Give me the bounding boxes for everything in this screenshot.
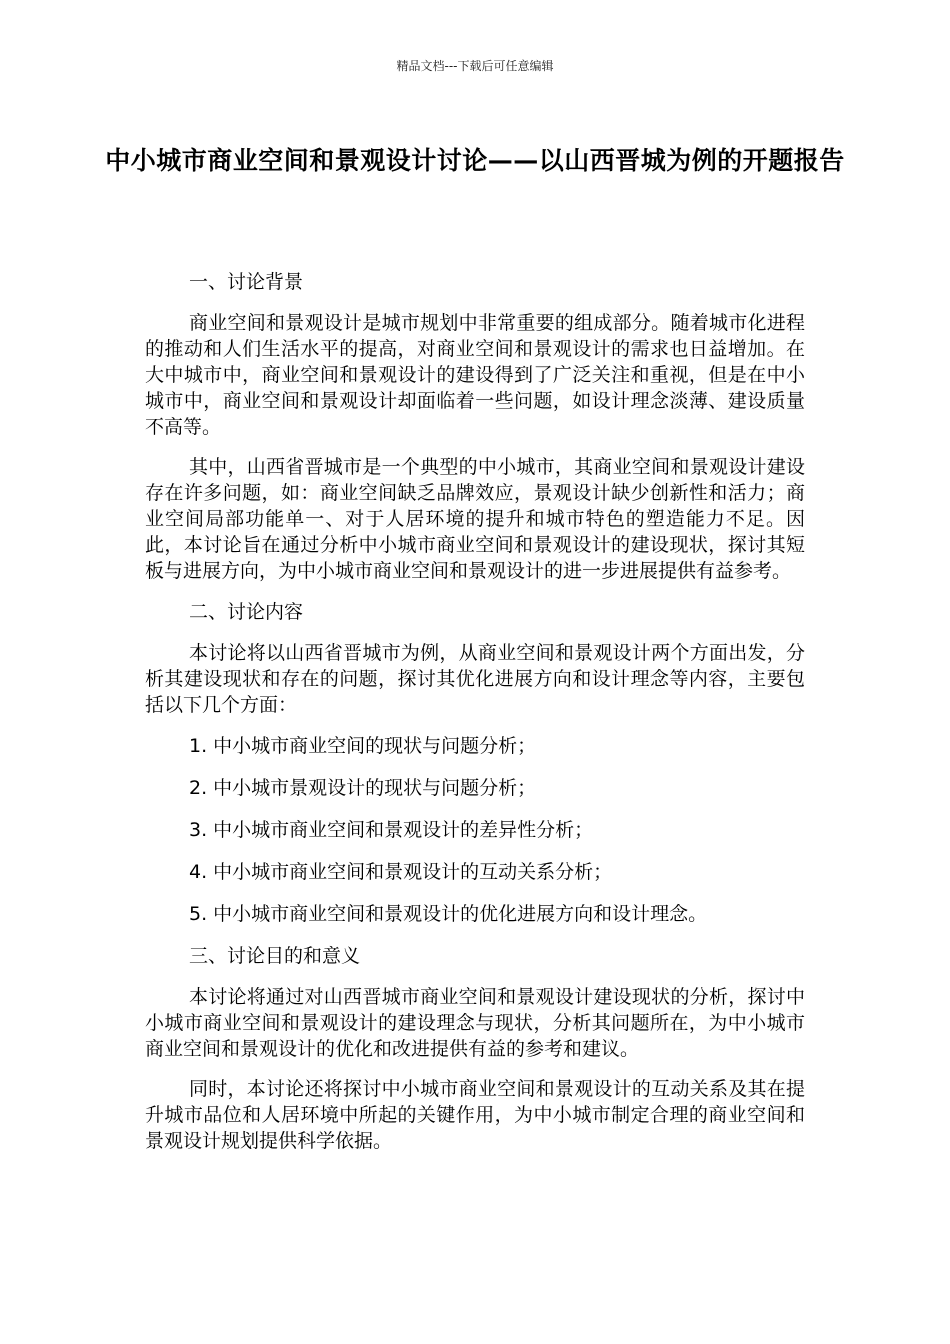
header-note: 精品文档---下载后可任意编辑 xyxy=(396,59,554,73)
section-heading-purpose: 三、讨论目的和意义 xyxy=(189,945,361,967)
list-item: 2. 中小城市景观设计的现状与问题分析； xyxy=(189,777,537,799)
list-item: 3. 中小城市商业空间和景观设计的差异性分析； xyxy=(189,819,594,841)
document-title: 中小城市商业空间和景观设计讨论——以山西晋城为例的开题报告 xyxy=(105,146,845,175)
section-heading-background: 一、讨论背景 xyxy=(189,271,304,293)
paragraph: 本讨论将通过对山西晋城市商业空间和景观设计建设现状的分析，探讨中小城市商业空间和景观设计的建设理念与现状，分析其问题所在，为中小城市商业空间和景观设计的优化和改进提供有益的参考和建议。 xyxy=(145,986,805,1060)
paragraph: 同时，本讨论还将探讨中小城市商业空间和景观设计的互动关系及其在提升城市品位和人居环境中所起的关键作用，为中小城市制定合理的商业空间和景观设计规划提供科学依据。 xyxy=(145,1078,805,1152)
section-heading-content: 二、讨论内容 xyxy=(189,601,304,623)
document-body xyxy=(145,268,805,1168)
paragraph: 其中，山西省晋城市是一个典型的中小城市，其商业空间和景观设计建设存在许多问题，如：商业空间缺乏品牌效应，景观设计缺少创新性和活力；商业空间局部功能单一、对于人居环境的提升和城市特色的塑造能力不足。因此，本讨论旨在通过分析中小城市商业空间和景观设计的建设现状，探讨其短板与进展方向，为中小城市商业空间和景观设计的进一步进展提供有益参考。 xyxy=(145,456,805,582)
paragraph: 本讨论将以山西省晋城市为例，从商业空间和景观设计两个方面出发，分析其建设现状和存在的问题，探讨其优化进展方向和设计理念等内容，主要包括以下几个方面： xyxy=(145,642,805,716)
paragraph: 商业空间和景观设计是城市规划中非常重要的组成部分。随着城市化进程的推动和人们生活水平的提高，对商业空间和景观设计的需求也日益增加。在大中城市中，商业空间和景观设计的建设得到了广泛关注和重视，但是在中小城市中，商业空间和景观设计却面临着一些问题，如设计理念淡薄、建设质量不高等。 xyxy=(145,312,805,438)
list-item: 1. 中小城市商业空间的现状与问题分析； xyxy=(189,735,537,757)
list-item: 5. 中小城市商业空间和景观设计的优化进展方向和设计理念。 xyxy=(189,903,708,925)
list-item: 4. 中小城市商业空间和景观设计的互动关系分析； xyxy=(189,861,613,883)
